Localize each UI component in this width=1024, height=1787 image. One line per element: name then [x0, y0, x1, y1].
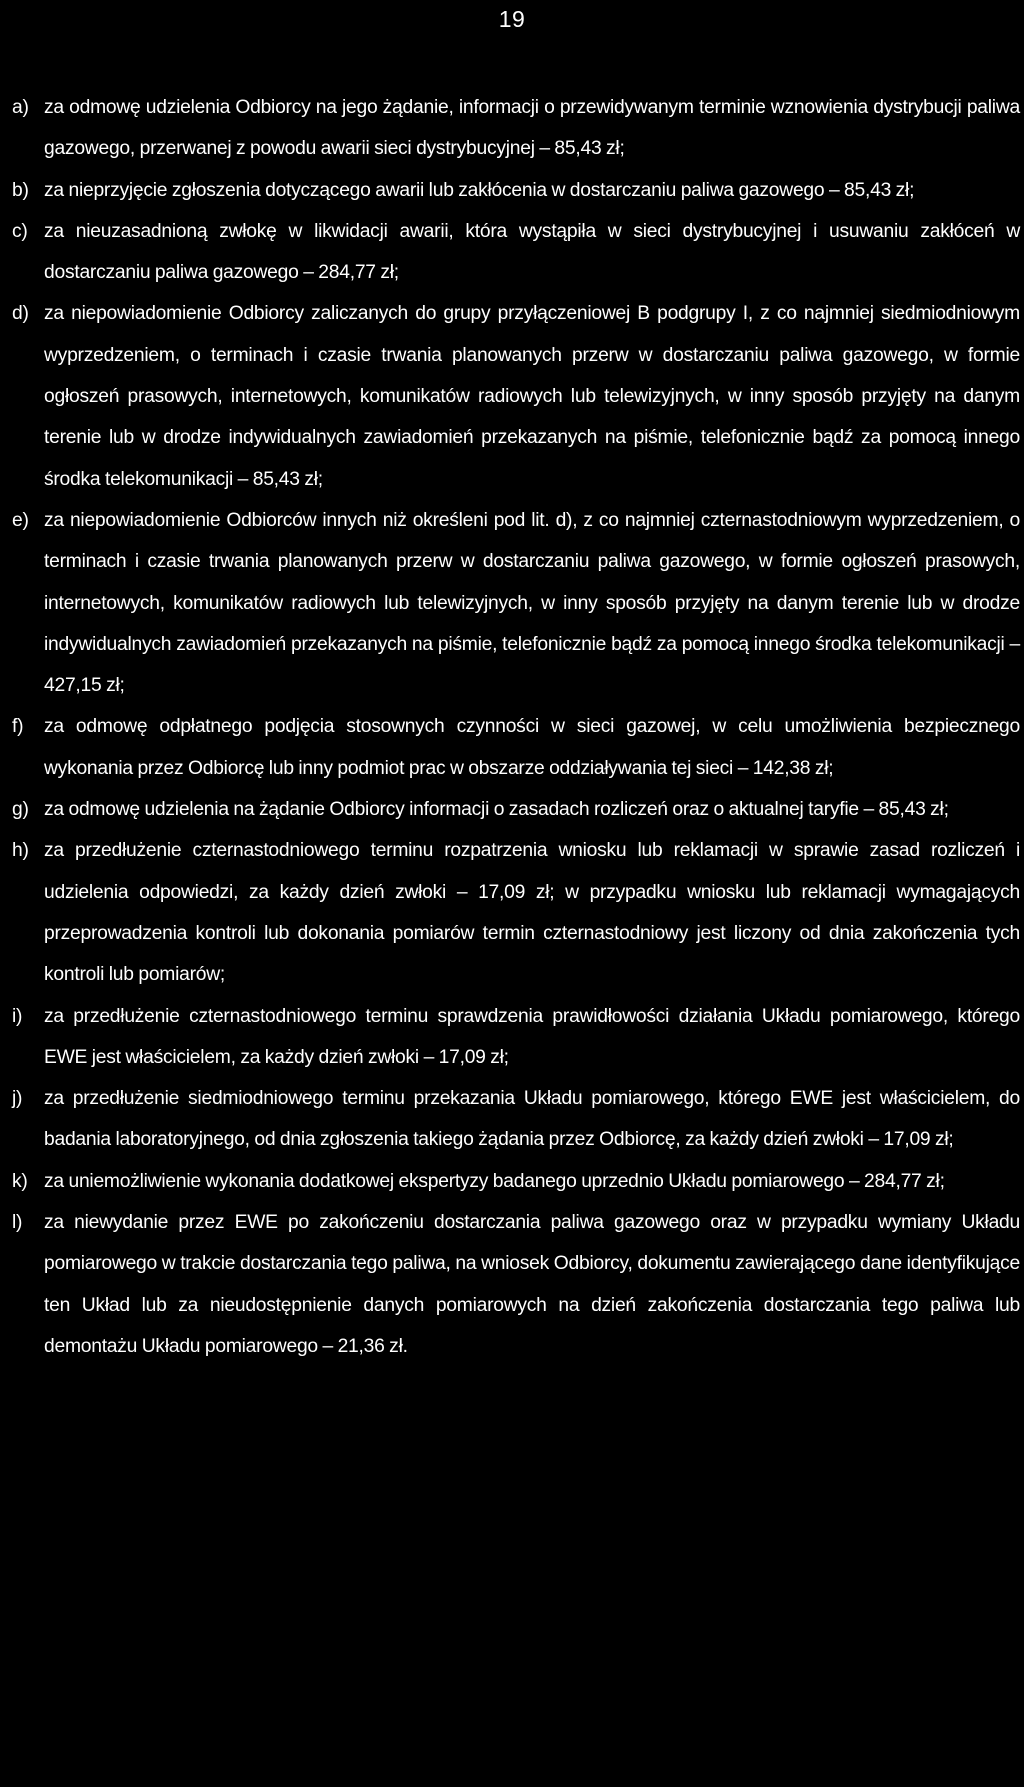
item-text: za niepowiadomienie Odbiorcy zaliczanych do grupy przyłączeniowej B podgrupy I, z co najmniej siedmiodniowym wyprzedzeniem, o terminach i czasie trwania planowanych przerw w dostarczaniu paliwa gazowego, w formie ogłoszeń prasowych, internetowych, komunikatów radiowych lub telewizyjnych, w inny sposób przyjęty na danym terenie lub w drodze indywidualnych zawiadomień przekazanych na piśmie, telefonicznie bądź za pomocą innego środka telekomunikacji – 85,43 zł; — [44, 303, 1020, 490]
item-text: za uniemożliwienie wykonania dodatkowej ekspertyzy badanego uprzednio Układu pomiarowego – 284,77 zł; — [44, 1170, 945, 1192]
item-text: za odmowę udzielenia Odbiorcy na jego żądanie, informacji o przewidywanym terminie wznowienia dystrybucji paliwa gazowego, przerwanej z powodu awarii sieci dystrybucyjnej – 85,43 zł; — [44, 97, 1020, 160]
list-item-h — [12, 830, 1020, 995]
list-item-g — [12, 789, 1020, 830]
item-text: za niepowiadomienie Odbiorców innych niż określeni pod lit. d), z co najmniej czternastodniowym wyprzedzeniem, o terminach i czasie trwania planowanych przerw w dostarczaniu paliwa gazowego, w formie ogłoszeń prasowych, internetowych, komunikatów radiowych lub telewizyjnych, w inny sposób przyjęty na danym terenie lub w drodze indywidualnych zawiadomień przekazanych na piśmie, telefonicznie bądź za pomocą innego środka telekomunikacji – 427,15 zł; — [44, 509, 1020, 697]
list-item-d — [12, 293, 1020, 499]
item-text: za przedłużenie czternastodniowego terminu rozpatrzenia wniosku lub reklamacji w sprawie zasad rozliczeń i udzielenia odpowiedzi, za każdy dzień zwłoki – 17,09 zł; w przypadku wniosku lub reklamacji wymagających przeprowadzenia kontroli lub dokonania pomiarów termin czternastodniowy jest liczony od dnia zakończenia tych kontroli lub pomiarów; — [44, 840, 1020, 986]
item-marker: c) — [12, 220, 28, 242]
list-item-l — [12, 1202, 1020, 1367]
item-marker: l) — [12, 1212, 23, 1234]
list-item-k — [12, 1161, 1020, 1202]
item-text: za niewydanie przez EWE po zakończeniu dostarczania paliwa gazowego oraz w przypadku wymiany Układu pomiarowego w trakcie dostarczania tego paliwa, na wniosek Odbiorcy, dokumentu zawierającego dane identyfikujące ten Układ lub za nieudostępnienie danych pomiarowych na dzień zakończenia dostarczania tego paliwa lub demontażu Układu pomiarowego – 21,36 zł. — [44, 1212, 1020, 1357]
item-text: za odmowę odpłatnego podjęcia stosownych czynności w sieci gazowej, w celu umożliwienia bezpiecznego wykonania przez Odbiorcę lub inny podmiot prac w obszarze oddziaływania tej sieci – 142,38 zł; — [44, 716, 1020, 779]
item-marker: i) — [12, 1005, 23, 1027]
list-item-a — [12, 87, 1020, 170]
item-text: za nieuzasadnioną zwłokę w likwidacji awarii, która wystąpiła w sieci dystrybucyjnej i usuwaniu zakłóceń w dostarczaniu paliwa gazowego – 284,77 zł; — [44, 220, 1020, 284]
item-marker: e) — [12, 509, 29, 531]
list-item-e — [12, 500, 1020, 706]
item-marker: a) — [12, 97, 29, 118]
item-text: za przedłużenie siedmiodniowego terminu przekazania Układu pomiarowego, którego EWE jest właścicielem, do badania laboratoryjnego, od dnia zgłoszenia takiego żądania przez Odbiorcę, za każdy dzień zwłoki – 17,09 zł; — [44, 1088, 1020, 1151]
item-marker: f) — [12, 716, 24, 738]
item-marker: d) — [12, 303, 29, 325]
list-item-b — [12, 170, 1020, 211]
item-text: za przedłużenie czternastodniowego terminu sprawdzenia prawidłowości działania Układu pomiarowego, którego EWE jest właścicielem, za każdy dzień zwłoki – 17,09 zł; — [44, 1005, 1020, 1068]
list-item-i — [12, 996, 1020, 1079]
list-item-f — [12, 706, 1020, 789]
penalty-list — [12, 87, 1020, 1367]
item-text: za nieprzyjęcie zgłoszenia dotyczącego awarii lub zakłócenia w dostarczaniu paliwa gazowego – 85,43 zł; — [44, 179, 915, 201]
page-number: 19 — [498, 6, 526, 32]
list-item-c — [12, 211, 1020, 294]
item-marker: j) — [12, 1088, 23, 1110]
item-marker: g) — [12, 799, 29, 821]
item-text: za odmowę udzielenia na żądanie Odbiorcy informacji o zasadach rozliczeń oraz o aktualnej taryfie – 85,43 zł; — [44, 799, 949, 821]
list-item-j — [12, 1078, 1020, 1161]
item-marker: b) — [12, 179, 29, 201]
item-marker: k) — [12, 1170, 28, 1192]
item-marker: h) — [12, 840, 29, 862]
